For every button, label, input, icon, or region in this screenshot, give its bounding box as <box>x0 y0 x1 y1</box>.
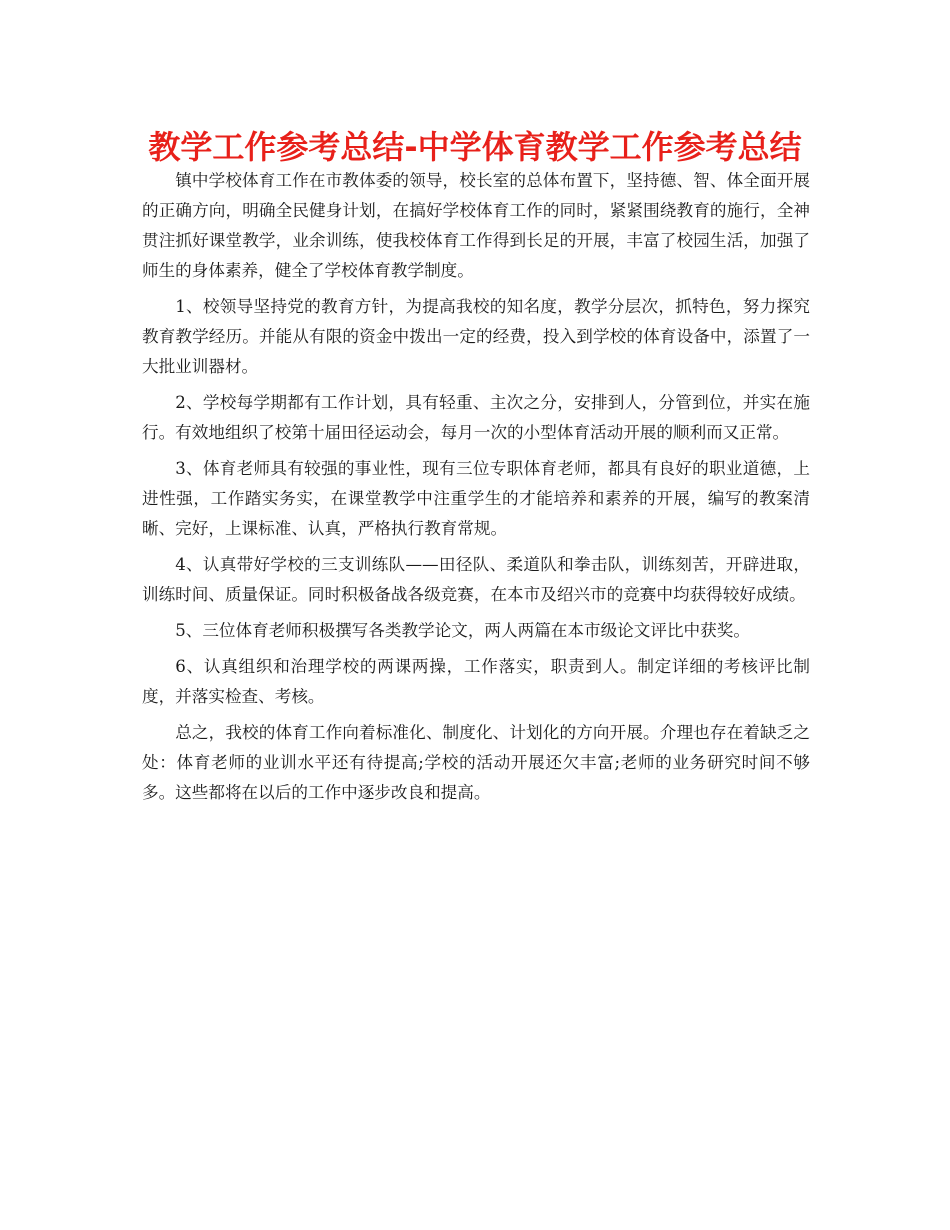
paragraph-4: 4、认真带好学校的三支训练队——田径队、柔道队和拳击队，训练刻苦，开辟进取，训练时间、质量保证。同时积极备战各级竞赛，在本市及绍兴市的竞赛中均获得较好成绩。 <box>142 555 810 604</box>
document-body <box>142 166 810 814</box>
paragraph-1: 1、校领导坚持党的教育方针，为提高我校的知名度，教学分层次，抓特色，努力探究教育教学经历。并能从有限的资金中拨出一定的经费，投入到学校的体育设备中，添置了一大批业训器材。 <box>142 297 810 376</box>
paragraph-6: 6、认真组织和治理学校的两课两操，工作落实，职责到人。制定详细的考核评比制度，并落实检查、考核。 <box>142 657 810 706</box>
paragraph-intro: 镇中学校体育工作在市教体委的领导，校长室的总体布置下，坚持德、智、体全面开展的正确方向，明确全民健身计划，在搞好学校体育工作的同时，紧紧围绕教育的施行，全神贯注抓好课堂教学，业余训练，使我校体育工作得到长足的开展，丰富了校园生活，加强了师生的身体素养，健全了学校体育教学制度。 <box>142 171 810 280</box>
paragraph-2: 2、学校每学期都有工作计划，具有轻重、主次之分，安排到人，分管到位，并实在施行。有效地组织了校第十届田径运动会，每月一次的小型体育活动开展的顺利而又正常。 <box>142 393 810 442</box>
paragraph-3: 3、体育老师具有较强的事业性，现有三位专职体育老师，都具有良好的职业道德，上进性强，工作踏实务实，在课堂教学中注重学生的才能培养和素养的开展，编写的教案清晰、完好，上课标准、认真，严格执行教育常规。 <box>142 459 810 538</box>
paragraph-summary: 总之，我校的体育工作向着标准化、制度化、计划化的方向开展。介理也存在着缺乏之处：体育老师的业训水平还有待提高;学校的活动开展还欠丰富;老师的业务研究时间不够多。这些都将在以后的工作中逐步改良和提高。 <box>142 723 810 802</box>
document-title: 教学工作参考总结-中学体育教学工作参考总结 <box>148 128 802 166</box>
paragraph-5: 5、三位体育老师积极撰写各类教学论文，两人两篇在本市级论文评比中获奖。 <box>175 621 750 640</box>
